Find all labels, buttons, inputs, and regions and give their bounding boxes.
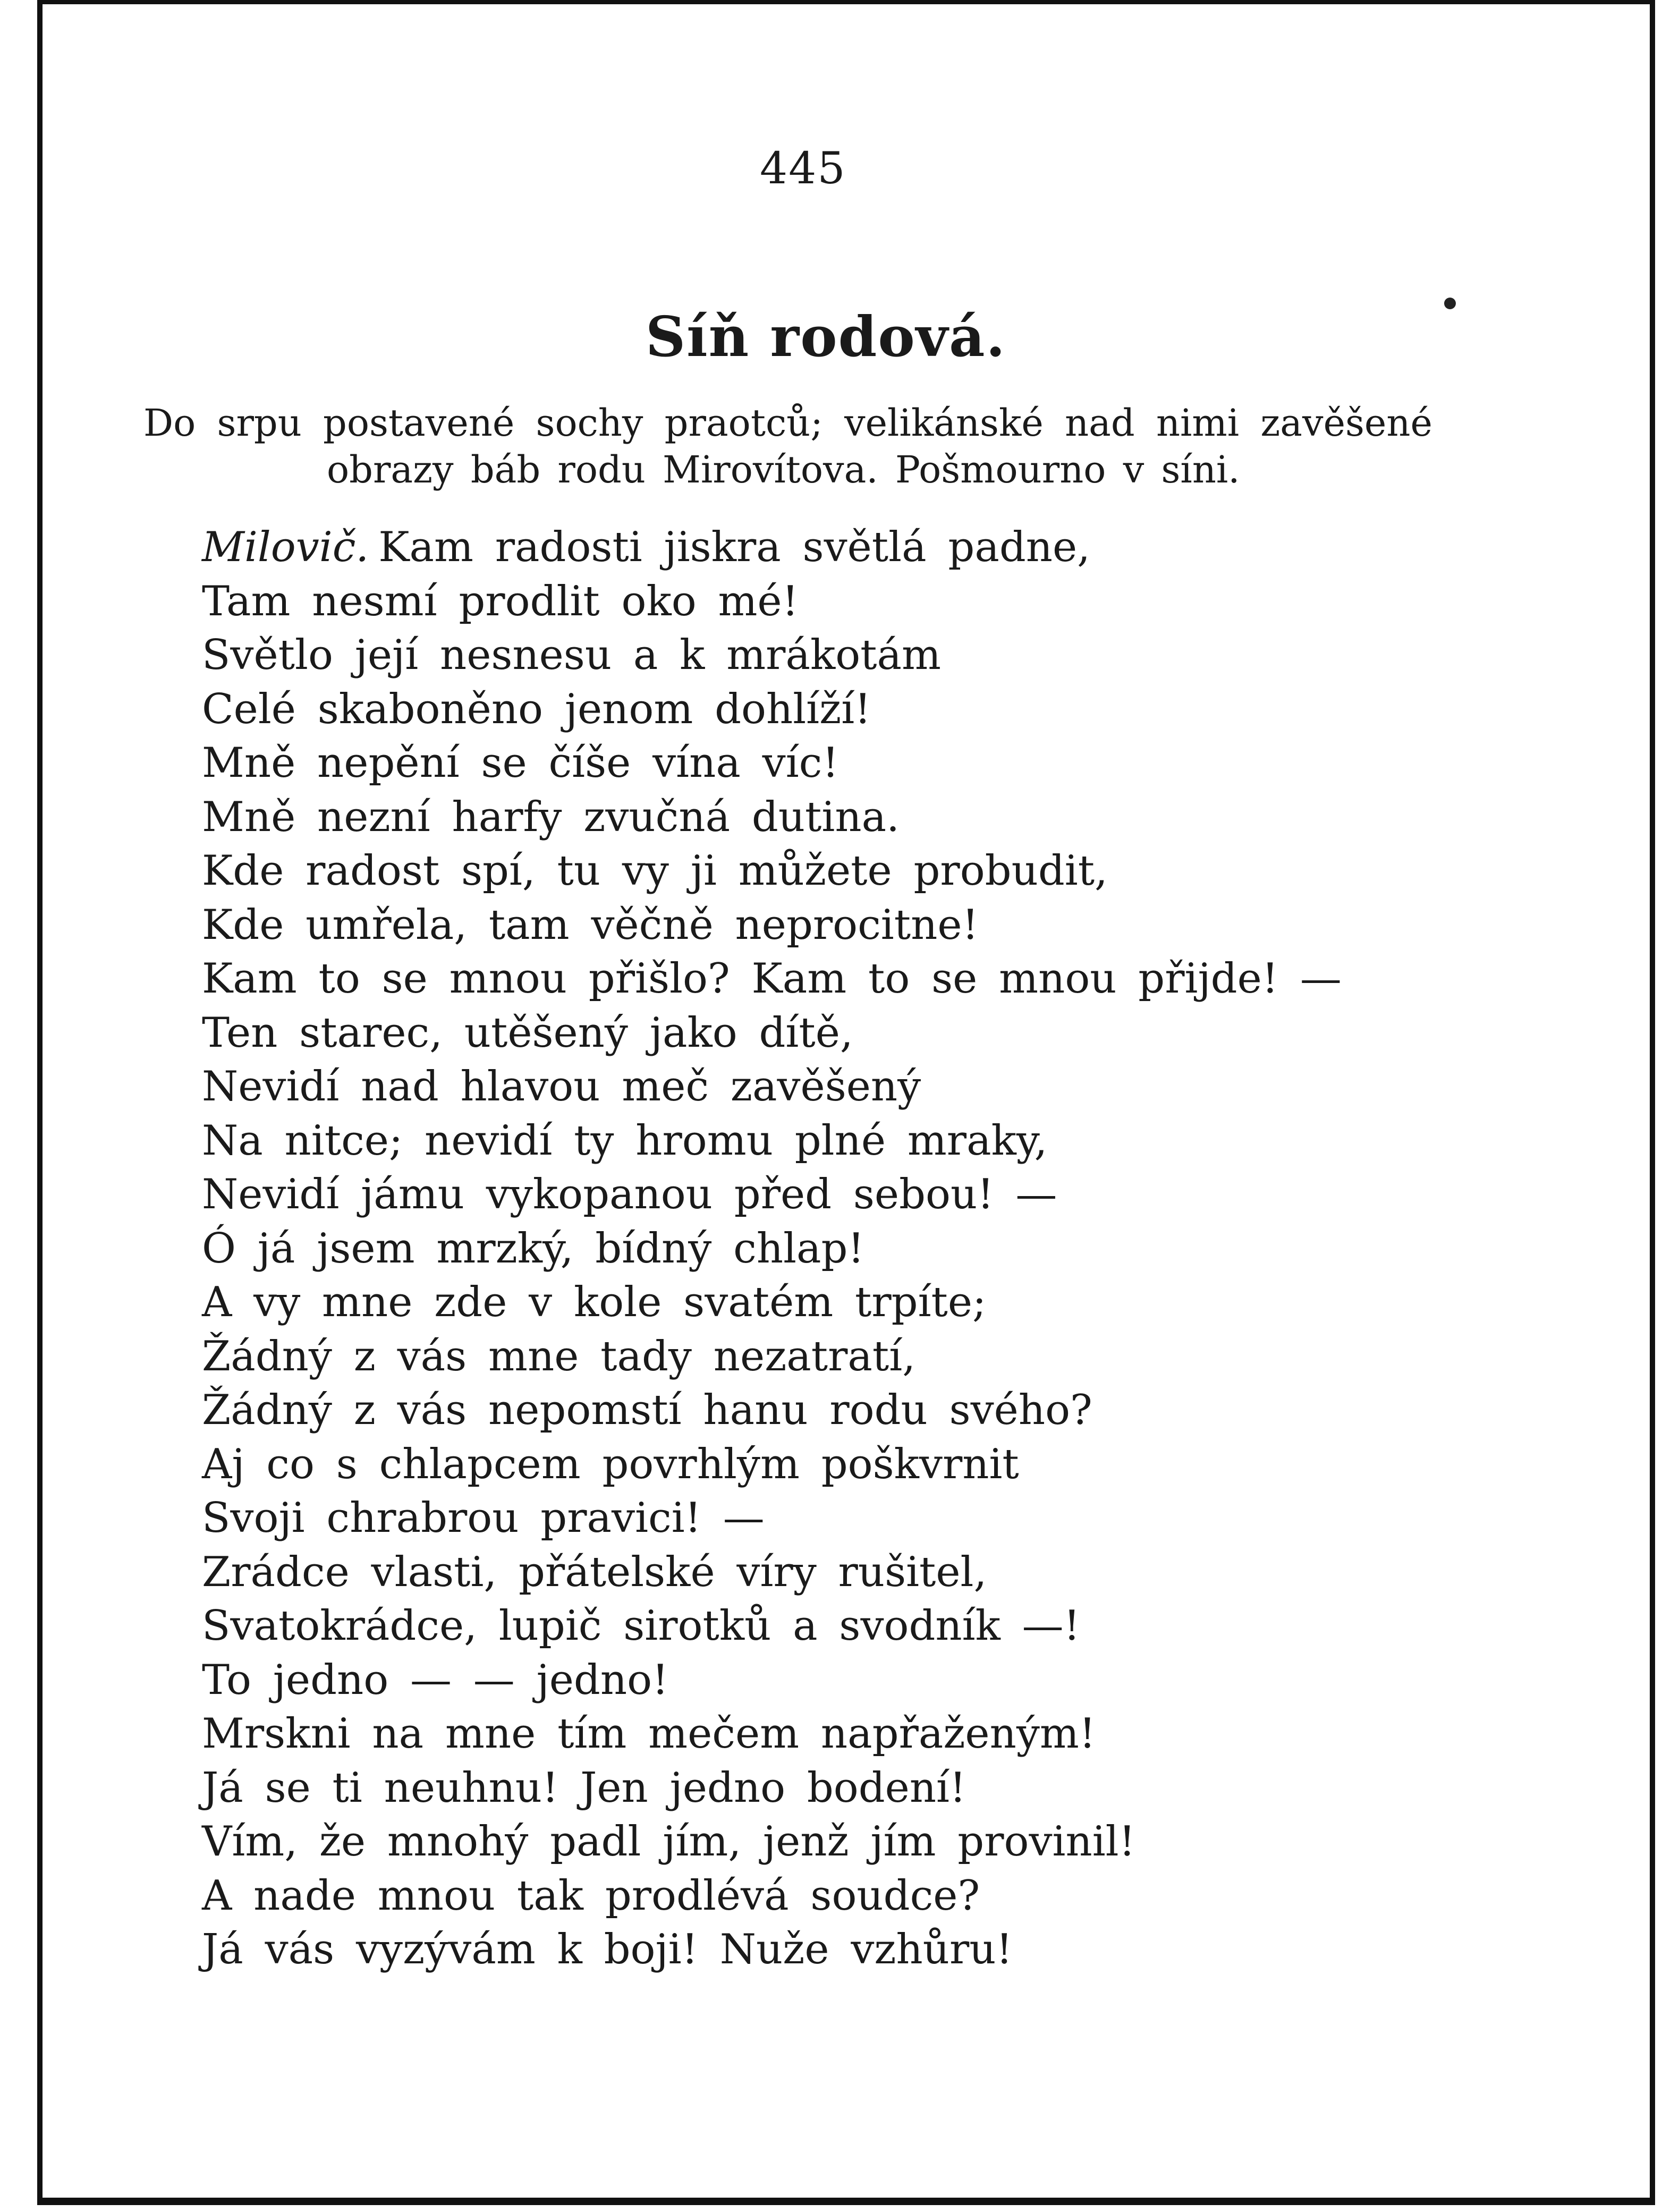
verse-line: Nevidí nad hlavou meč zavěšený [202, 1063, 921, 1111]
scene-title: Síň rodová. [646, 304, 1006, 369]
stage-direction-line: obrazy báb rodu Mirovítova. Pošmourno v síni. [327, 448, 1240, 491]
verse-line: Svoji chrabrou pravici! — [202, 1494, 765, 1542]
verse-line: Celé skaboněno jenom dohlíží! [202, 685, 871, 733]
speaker-name: Milovič. [202, 523, 369, 571]
verse-text: Kam radosti jiskra světlá padne, [378, 523, 1090, 571]
verse-line: Aj co s chlapcem povrhlým poškvrnit [202, 1440, 1019, 1488]
verse-line: Svatokrádce, lupič sirotků a svodník —! [202, 1602, 1080, 1650]
verse-line: Tam nesmí prodlit oko mé! [202, 577, 799, 625]
verse-line: A vy mne zde v kole svatém trpíte; [202, 1278, 987, 1326]
verse-line: Zrádce vlasti, přátelské víry rušitel, [202, 1548, 987, 1596]
verse-line [202, 521, 1530, 575]
verse-line: Ten starec, utěšený jako dítě, [202, 1008, 853, 1057]
verse-line: Světlo její nesnesu a k mrákotám [202, 631, 941, 679]
verse-line: Kam to se mnou přišlo? Kam to se mnou přijde! — [202, 955, 1342, 1003]
verse-block [202, 521, 1530, 1977]
stage-direction-line: Do srpu postavené sochy praotců; velikánské nad nimi zavěšené [143, 401, 1432, 445]
verse-line: Mrskni na mne tím mečem napřaženým! [202, 1710, 1096, 1758]
verse-line: Kde radost spí, tu vy ji můžete probudit, [202, 847, 1108, 895]
verse-line: Na nitce; nevidí ty hromu plné mraky, [202, 1116, 1048, 1165]
verse-line: Žádný z vás mne tady nezatratí, [202, 1332, 916, 1380]
verse-line: A nade mnou tak prodlévá soudce? [202, 1871, 980, 1920]
ink-dot [1444, 298, 1456, 309]
verse-line: To jedno — — jedno! [202, 1656, 669, 1704]
page-number: 445 [760, 143, 846, 194]
verse-line: Kde umřela, tam věčně neprocitne! [202, 901, 979, 949]
verse-line: Žádný z vás nepomstí hanu rodu svého? [202, 1386, 1092, 1434]
verse-line: Vím, že mnohý padl jím, jenž jím provinil! [202, 1818, 1135, 1866]
verse-line: Já vás vyzývám k boji! Nuže vzhůru! [202, 1926, 1013, 1973]
verse-line: Nevidí jámu vykopanou před sebou! — [202, 1171, 1057, 1218]
stage-direction [143, 400, 1461, 493]
verse-line: Mně nezní harfy zvučná dutina. [202, 793, 900, 841]
verse-line: Ó já jsem mrzký, bídný chlap! [202, 1224, 864, 1273]
verse-line: Já se ti neuhnu! Jen jedno bodení! [202, 1764, 966, 1812]
verse-line: Mně nepění se číše vína víc! [202, 739, 839, 787]
